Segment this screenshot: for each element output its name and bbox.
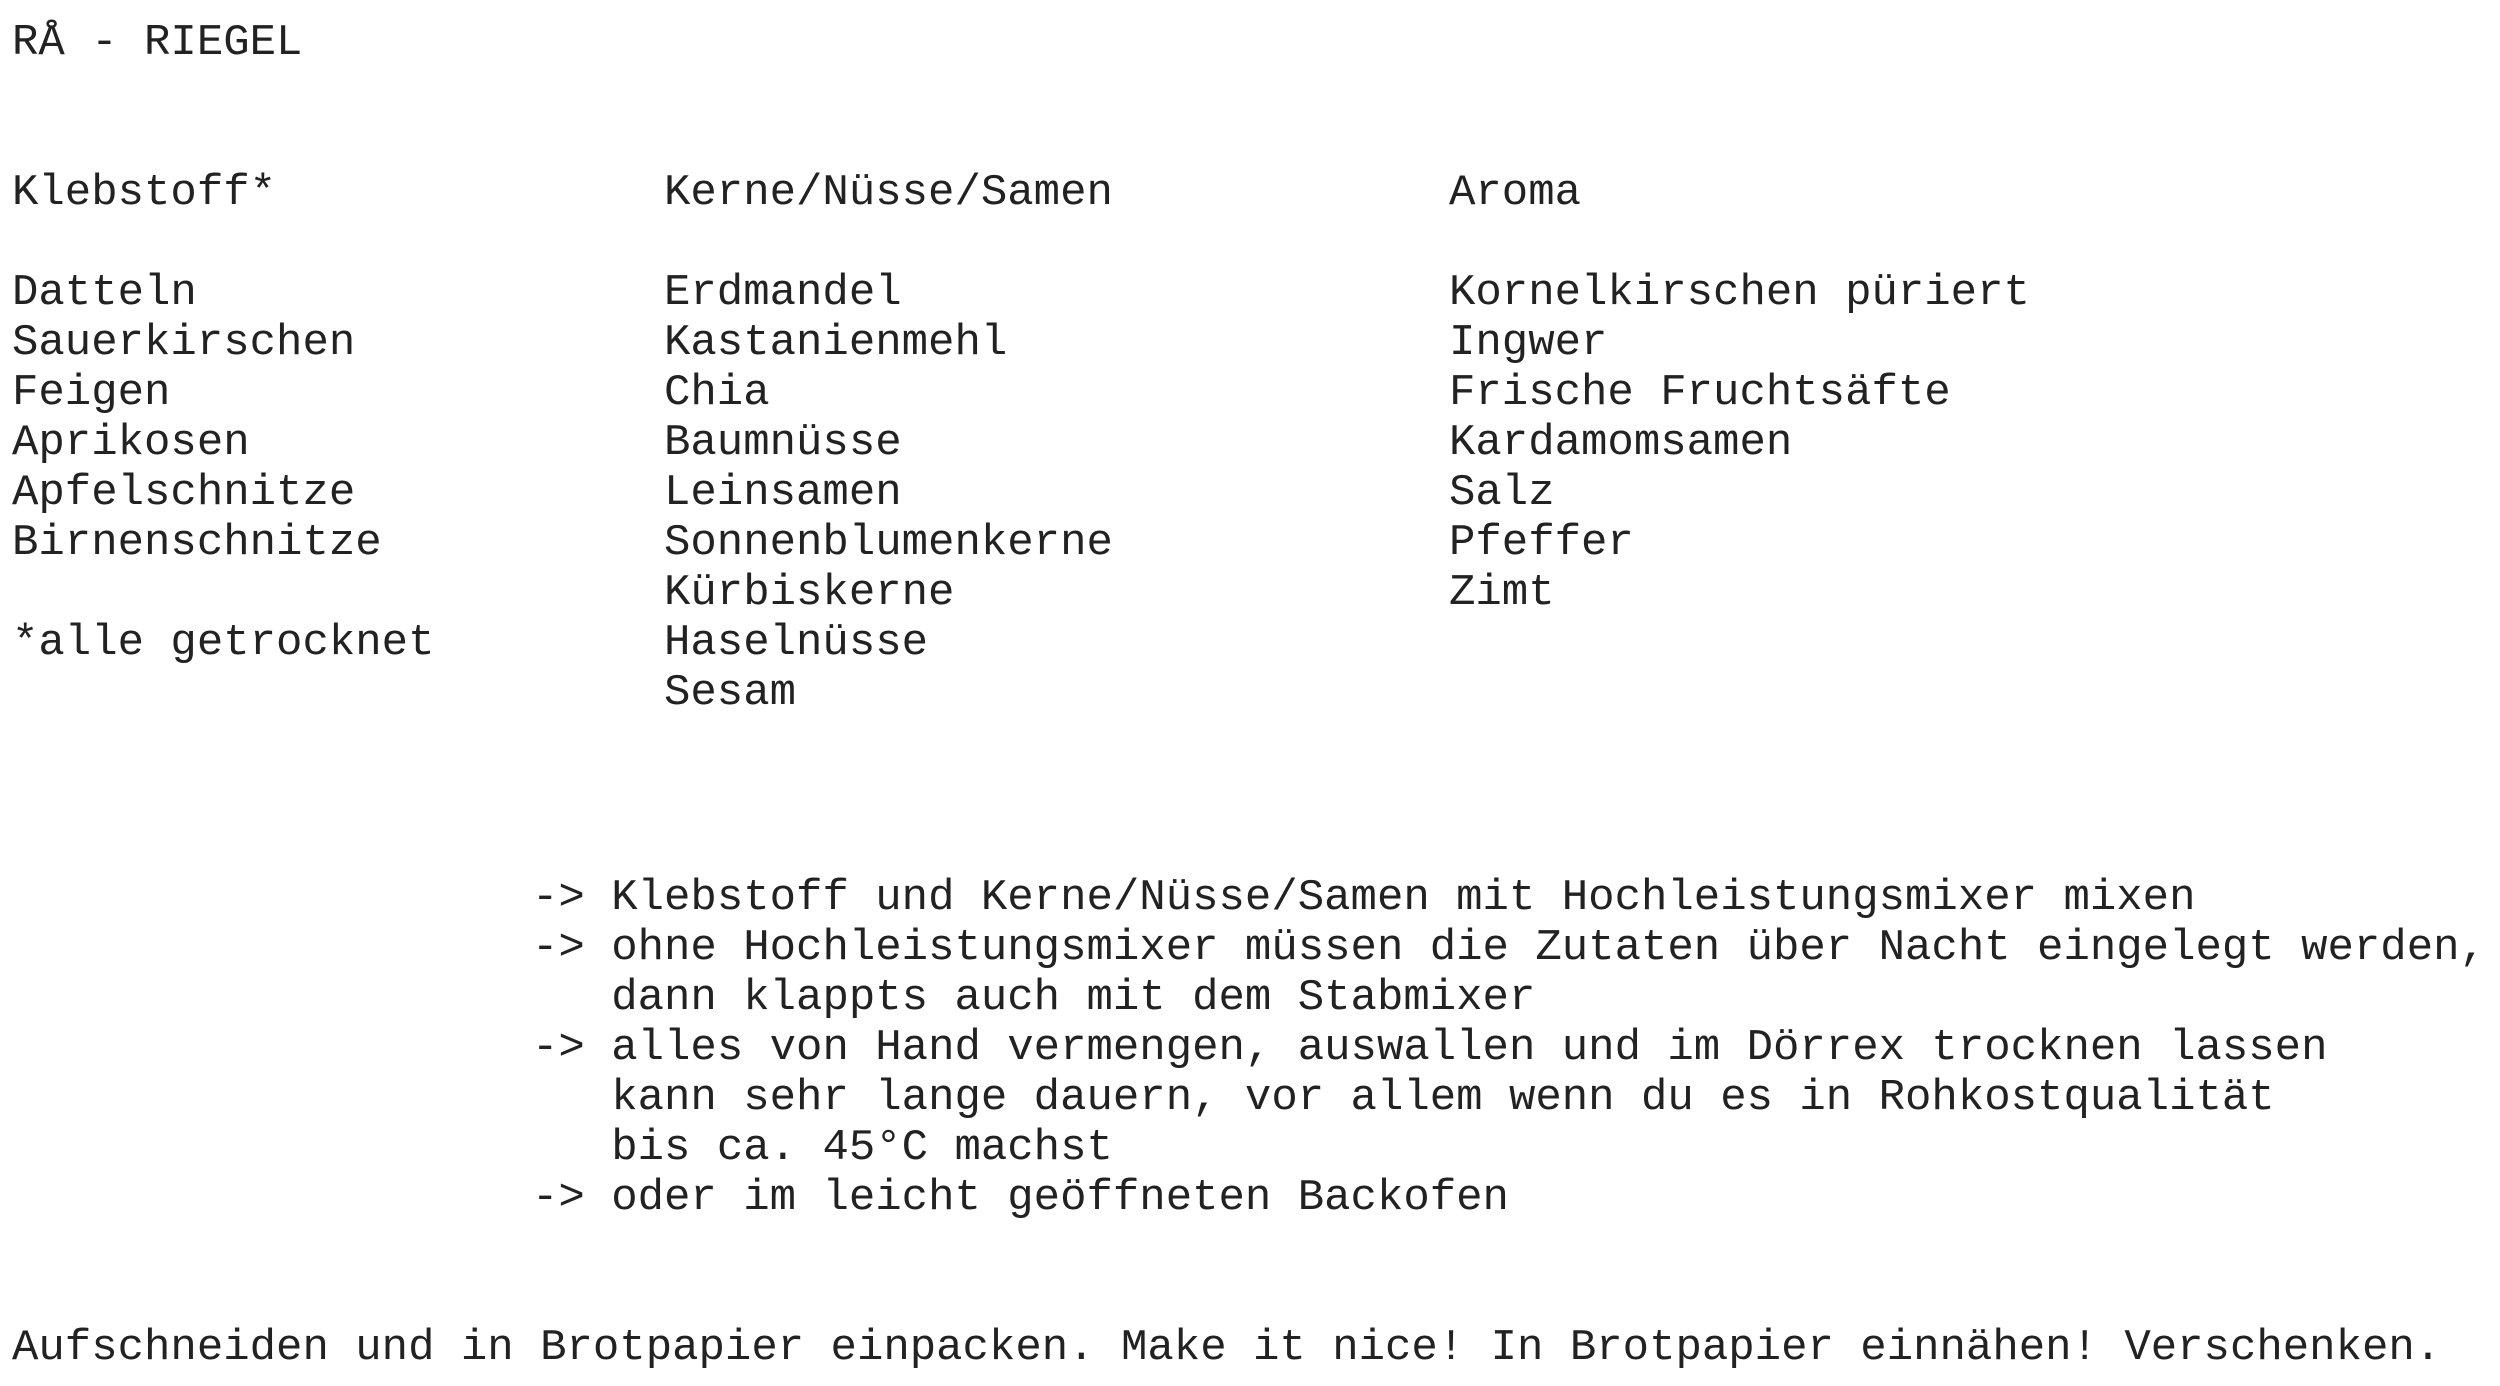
list-item: Haselnüsse [664, 618, 929, 668]
list-item: Erdmandel [664, 268, 902, 318]
list-item: Datteln [12, 268, 197, 318]
list-item: Aprikosen [12, 418, 250, 468]
instructions-block [532, 873, 2486, 1223]
spacer [664, 218, 1113, 268]
list-item: Frische Fruchtsäfte [1449, 368, 1951, 418]
page-title: RÅ - RIEGEL [12, 18, 303, 68]
list-item: Kastanienmehl [664, 318, 1008, 368]
list-item: Birnenschnitze [12, 518, 382, 568]
list-item: Feigen [12, 368, 171, 418]
footnote: *alle getrocknet [12, 618, 435, 668]
list-item: Zimt [1449, 568, 1555, 618]
list-item: Kornelkirschen püriert [1449, 268, 2030, 318]
spacer [12, 218, 434, 268]
instruction-line: -> Klebstoff und Kerne/Nüsse/Samen mit Hochleistungsmixer mixen [532, 873, 2196, 923]
list-item: Chia [664, 368, 770, 418]
column-heading: Kerne/Nüsse/Samen [664, 168, 1113, 218]
spacer [1449, 218, 2030, 268]
column-heading: Aroma [1449, 168, 1582, 218]
instruction-line: bis ca. 45°C machst [532, 1123, 1113, 1173]
list-item: Sesam [664, 668, 797, 718]
instruction-line: dann klappts auch mit dem Stabmixer [532, 973, 1536, 1023]
closing-line: Aufschneiden und in Brotpapier einpacken. Make it nice! In Brotpapier einnähen! Verschenken. [12, 1323, 2442, 1373]
instruction-line: -> alles von Hand vermengen, auswallen und im Dörrex trocknen lassen [532, 1023, 2328, 1073]
instruction-line: -> ohne Hochleistungsmixer müssen die Zutaten über Nacht eingelegt werden, [532, 923, 2486, 973]
list-item: Sonnenblumenkerne [664, 518, 1113, 568]
instruction-line: kann sehr lange dauern, vor allem wenn du es in Rohkostqualität [532, 1073, 2275, 1123]
spacer [12, 568, 434, 618]
list-item: Pfeffer [1449, 518, 1634, 568]
list-item: Kardamomsamen [1449, 418, 1793, 468]
column-heading: Klebstoff* [12, 168, 277, 218]
list-item: Ingwer [1449, 318, 1608, 368]
list-item: Baumnüsse [664, 418, 902, 468]
instruction-line: -> oder im leicht geöffneten Backofen [532, 1173, 1509, 1223]
list-item: Salz [1449, 468, 1555, 518]
column-kerne-nuesse-samen [664, 168, 1113, 718]
list-item: Leinsamen [664, 468, 902, 518]
column-klebstoff [12, 168, 434, 668]
column-aroma [1449, 168, 2030, 618]
list-item: Apfelschnitze [12, 468, 356, 518]
list-item: Kürbiskerne [664, 568, 955, 618]
list-item: Sauerkirschen [12, 318, 356, 368]
